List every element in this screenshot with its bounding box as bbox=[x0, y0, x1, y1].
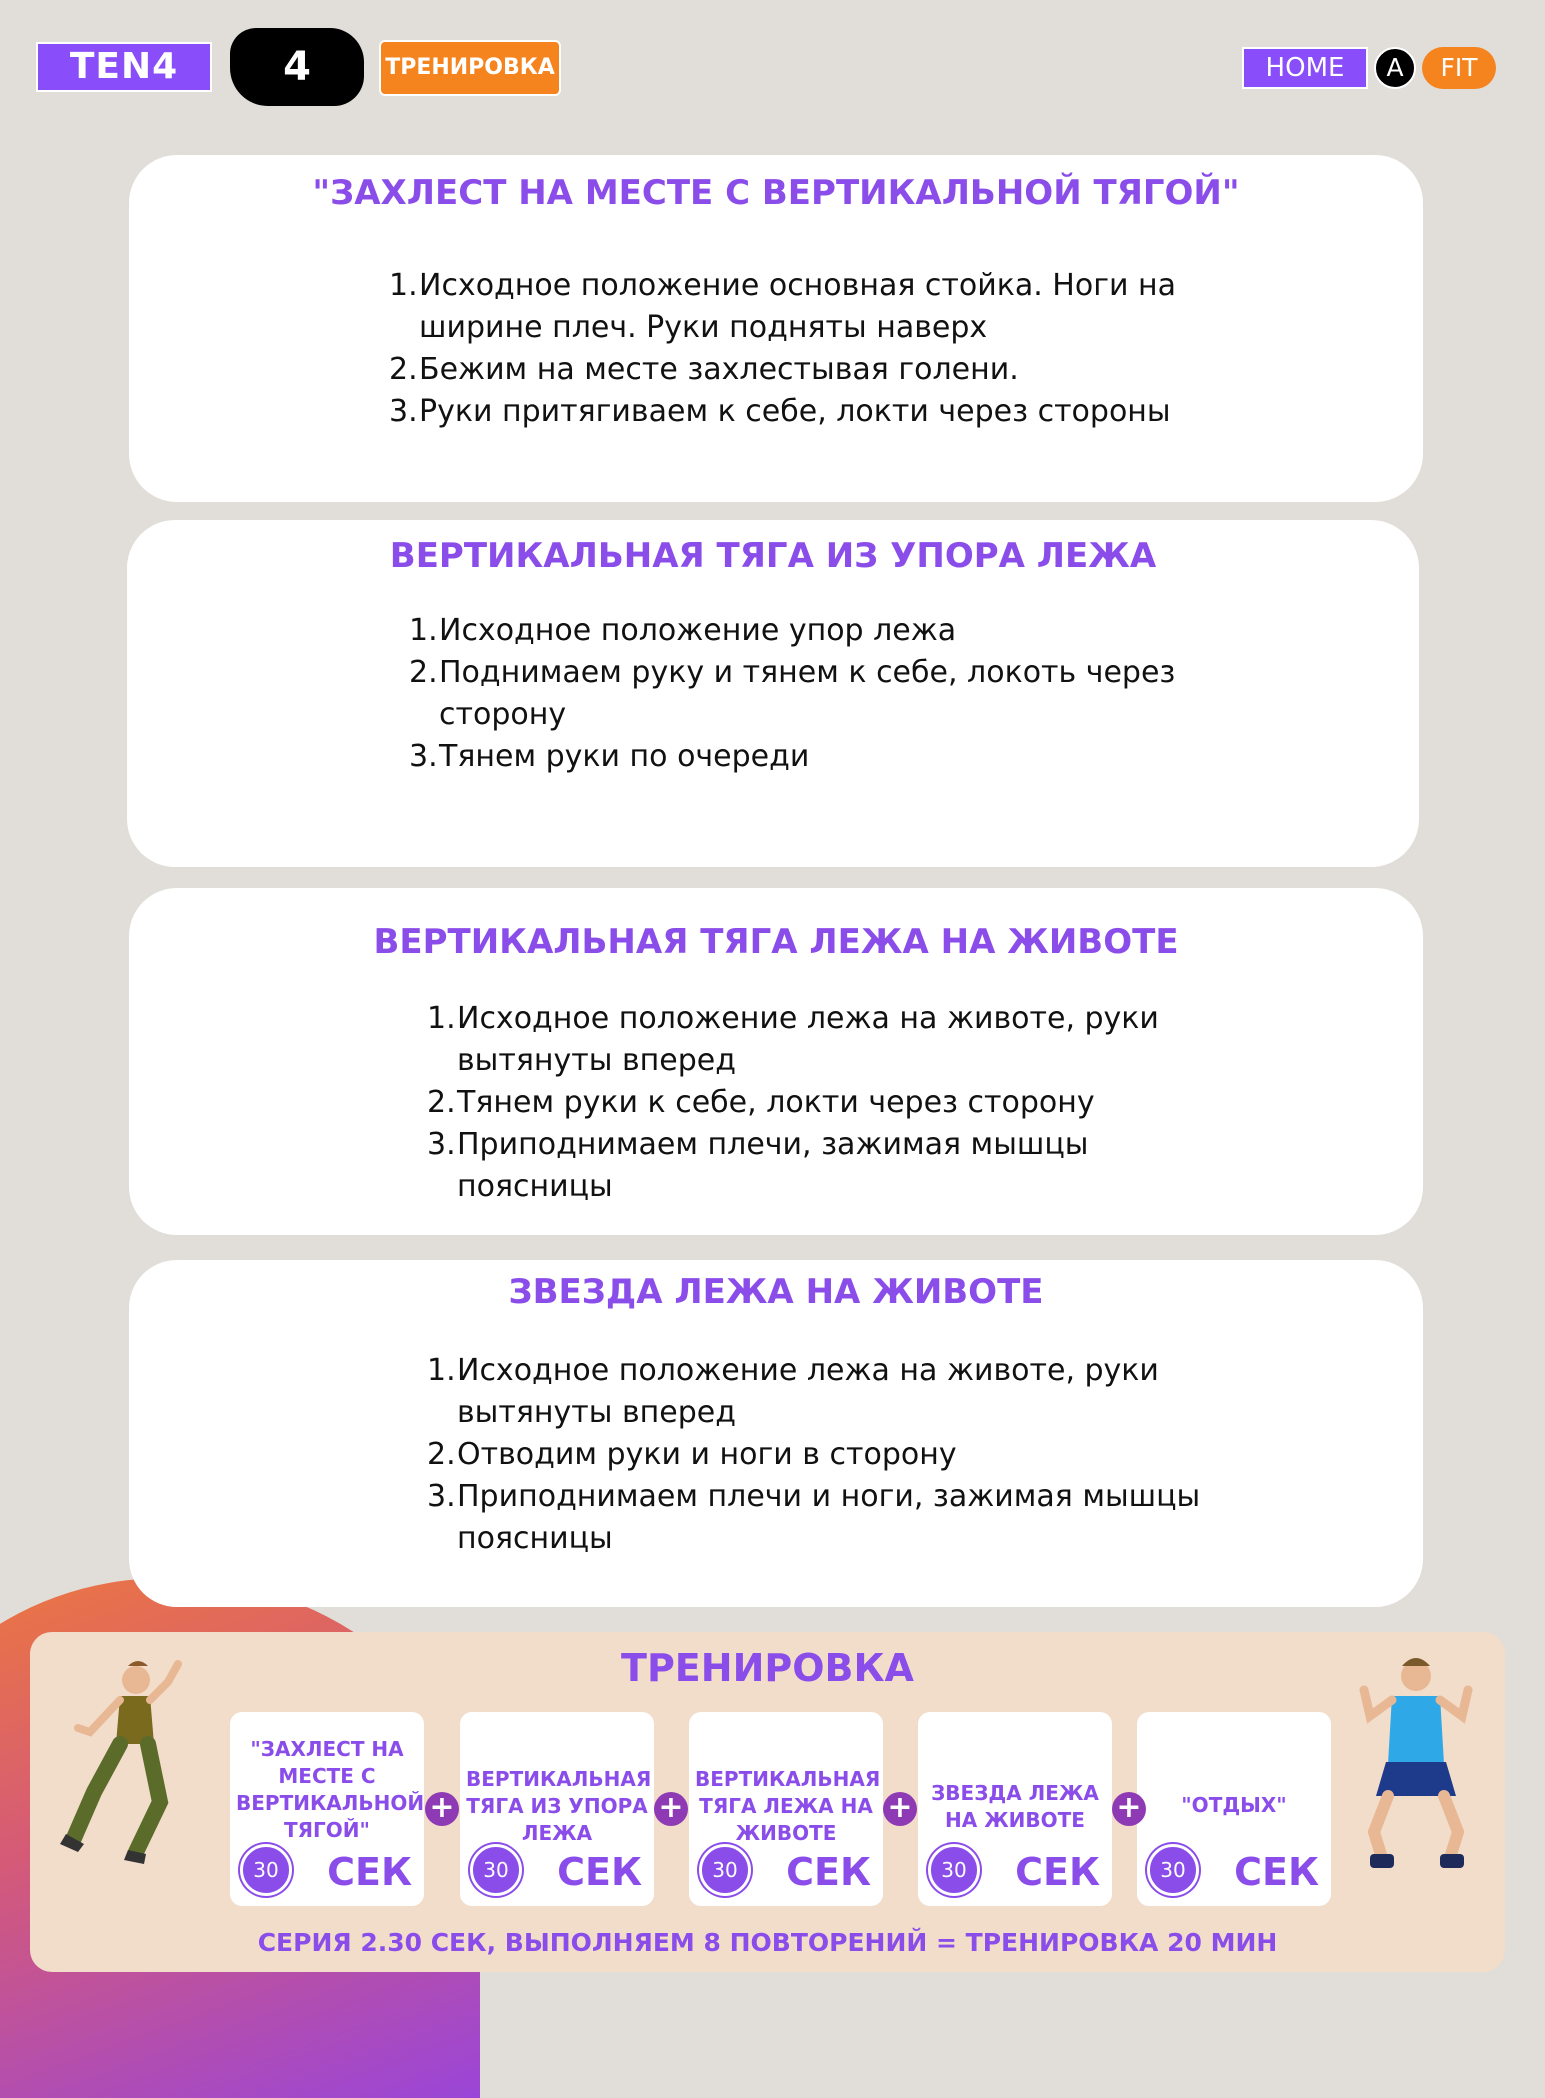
plus-icon: + bbox=[883, 1792, 917, 1826]
plus-icon: + bbox=[425, 1792, 459, 1826]
exercise-steps bbox=[409, 610, 1175, 778]
workout-step-2 bbox=[460, 1712, 654, 1906]
step-item: 1. Исходное положение лежа на животе, руки вытянуты вперед bbox=[427, 1353, 1159, 1430]
workout-step-label: "ОТДЫХ" bbox=[1181, 1793, 1287, 1817]
workout-panel bbox=[30, 1632, 1505, 1972]
duration-unit: СЕК bbox=[786, 1850, 871, 1894]
logo-a: A bbox=[1374, 47, 1416, 89]
jumping-man-figure bbox=[1352, 1646, 1482, 1886]
workout-step-label: ЗВЕЗДА ЛЕЖА НА ЖИВОТЕ bbox=[931, 1781, 1099, 1832]
exercise-card-2 bbox=[127, 520, 1419, 867]
duration-unit: СЕК bbox=[327, 1850, 412, 1894]
exercise-title: "ЗАХЛЕСТ НА МЕСТЕ С ВЕРТИКАЛЬНОЙ ТЯГОЙ" bbox=[312, 173, 1240, 213]
runner-woman-figure bbox=[50, 1652, 200, 1892]
plus-icon: + bbox=[1112, 1792, 1146, 1826]
workout-step-1 bbox=[230, 1712, 424, 1906]
exercise-steps bbox=[389, 265, 1176, 433]
step-item: 2. Отводим руки и ноги в сторону bbox=[427, 1437, 957, 1472]
exercise-card-3 bbox=[129, 888, 1423, 1235]
exercise-title: ЗВЕЗДА ЛЕЖА НА ЖИВОТЕ bbox=[508, 1272, 1044, 1312]
timer-icon: 30 bbox=[699, 1844, 751, 1896]
step-item: 1. Исходное положение лежа на животе, руки вытянуты вперед bbox=[427, 1001, 1159, 1078]
page-number-badge: 4 bbox=[230, 28, 364, 106]
exercise-steps bbox=[427, 1350, 1200, 1560]
workout-step-label: "ЗАХЛЕСТ НА МЕСТЕ С ВЕРТИКАЛЬНОЙ ТЯГОЙ" bbox=[236, 1737, 425, 1842]
step-item: 3. Руки притягиваем к себе, локти через стороны bbox=[389, 394, 1171, 429]
step-item: 1. Исходное положение упор лежа bbox=[409, 613, 957, 648]
logo-home: HOME bbox=[1242, 47, 1368, 89]
duration-unit: СЕК bbox=[1015, 1850, 1100, 1894]
timer-icon: 30 bbox=[240, 1844, 292, 1896]
logo-fit: FIT bbox=[1422, 47, 1496, 89]
workout-summary: СЕРИЯ 2.30 СЕК, ВЫПОЛНЯЕМ 8 ПОВТОРЕНИЙ = ТРЕНИРОВКА 20 МИН bbox=[257, 1928, 1278, 1957]
step-item: 3. Тянем руки по очереди bbox=[409, 739, 810, 774]
step-item: 3. Приподнимаем плечи, зажимая мышцы поясницы bbox=[427, 1127, 1089, 1204]
exercise-card-4 bbox=[129, 1260, 1423, 1607]
section-tag: ТРЕНИРОВКА bbox=[379, 40, 561, 96]
duration-unit: СЕК bbox=[557, 1850, 642, 1894]
timer-icon: 30 bbox=[1147, 1844, 1199, 1896]
step-item: 2. Поднимаем руку и тянем к себе, локоть через сторону bbox=[409, 655, 1176, 732]
exercise-title: ВЕРТИКАЛЬНАЯ ТЯГА ИЗ УПОРА ЛЕЖА bbox=[389, 536, 1157, 576]
step-item: 2. Бежим на месте захлестывая голени. bbox=[389, 352, 1019, 387]
exercise-steps bbox=[427, 998, 1159, 1208]
workout-step-label: ВЕРТИКАЛЬНАЯ ТЯГА ЛЕЖА НА ЖИВОТЕ bbox=[695, 1767, 881, 1845]
step-item: 1. Исходное положение основная стойка. Ноги на ширине плеч. Руки подняты наверх bbox=[389, 268, 1177, 345]
exercise-title: ВЕРТИКАЛЬНАЯ ТЯГА ЛЕЖА НА ЖИВОТЕ bbox=[373, 922, 1179, 962]
timer-icon: 30 bbox=[470, 1844, 522, 1896]
workout-step-4 bbox=[918, 1712, 1112, 1906]
duration-unit: СЕК bbox=[1234, 1850, 1319, 1894]
step-item: 3. Приподнимаем плечи и ноги, зажимая мышцы поясницы bbox=[427, 1479, 1201, 1556]
brand-logo: TEN4 bbox=[36, 42, 212, 92]
exercise-card-1 bbox=[129, 155, 1423, 502]
plus-icon: + bbox=[654, 1792, 688, 1826]
workout-step-3 bbox=[689, 1712, 883, 1906]
workout-title: ТРЕНИРОВКА bbox=[621, 1646, 914, 1690]
timer-icon: 30 bbox=[928, 1844, 980, 1896]
step-item: 2. Тянем руки к себе, локти через сторону bbox=[427, 1085, 1095, 1120]
workout-step-label: ВЕРТИКАЛЬНАЯ ТЯГА ИЗ УПОРА ЛЕЖА bbox=[466, 1767, 652, 1845]
workout-step-5 bbox=[1137, 1712, 1331, 1906]
